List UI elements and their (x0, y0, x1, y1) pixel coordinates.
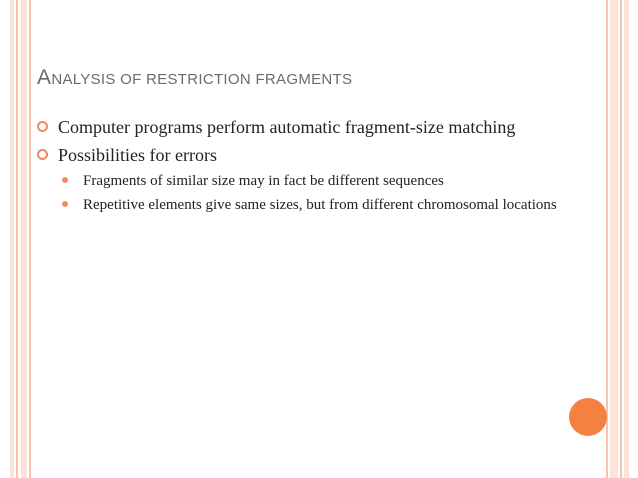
ring-bullet-icon (37, 149, 48, 160)
bullet-item (37, 116, 557, 138)
title-first-letter: A (37, 66, 52, 89)
orange-circle-decoration (569, 398, 607, 436)
slide-title (37, 66, 597, 90)
title-rest: NALYSIS OF RESTRICTION FRAGMENTS (51, 71, 353, 88)
bullet-text: Computer programs perform automatic fragment-size matching (58, 117, 516, 137)
dot-bullet-icon (62, 177, 68, 183)
dot-bullet-icon (62, 201, 68, 207)
right-decorative-stripes (606, 0, 632, 478)
ring-bullet-icon (37, 121, 48, 132)
left-decorative-stripes (10, 0, 32, 478)
bullet-text: Possibilities for errors (58, 145, 217, 165)
sub-bullet-item (37, 196, 557, 214)
sub-bullet-text: Repetitive elements give same sizes, but from different chromosomal locations (83, 197, 557, 213)
sub-bullet-text: Fragments of similar size may in fact be different sequences (83, 173, 444, 189)
sub-bullet-item (37, 172, 557, 190)
bullet-item (37, 144, 557, 166)
bullet-list (37, 116, 557, 220)
